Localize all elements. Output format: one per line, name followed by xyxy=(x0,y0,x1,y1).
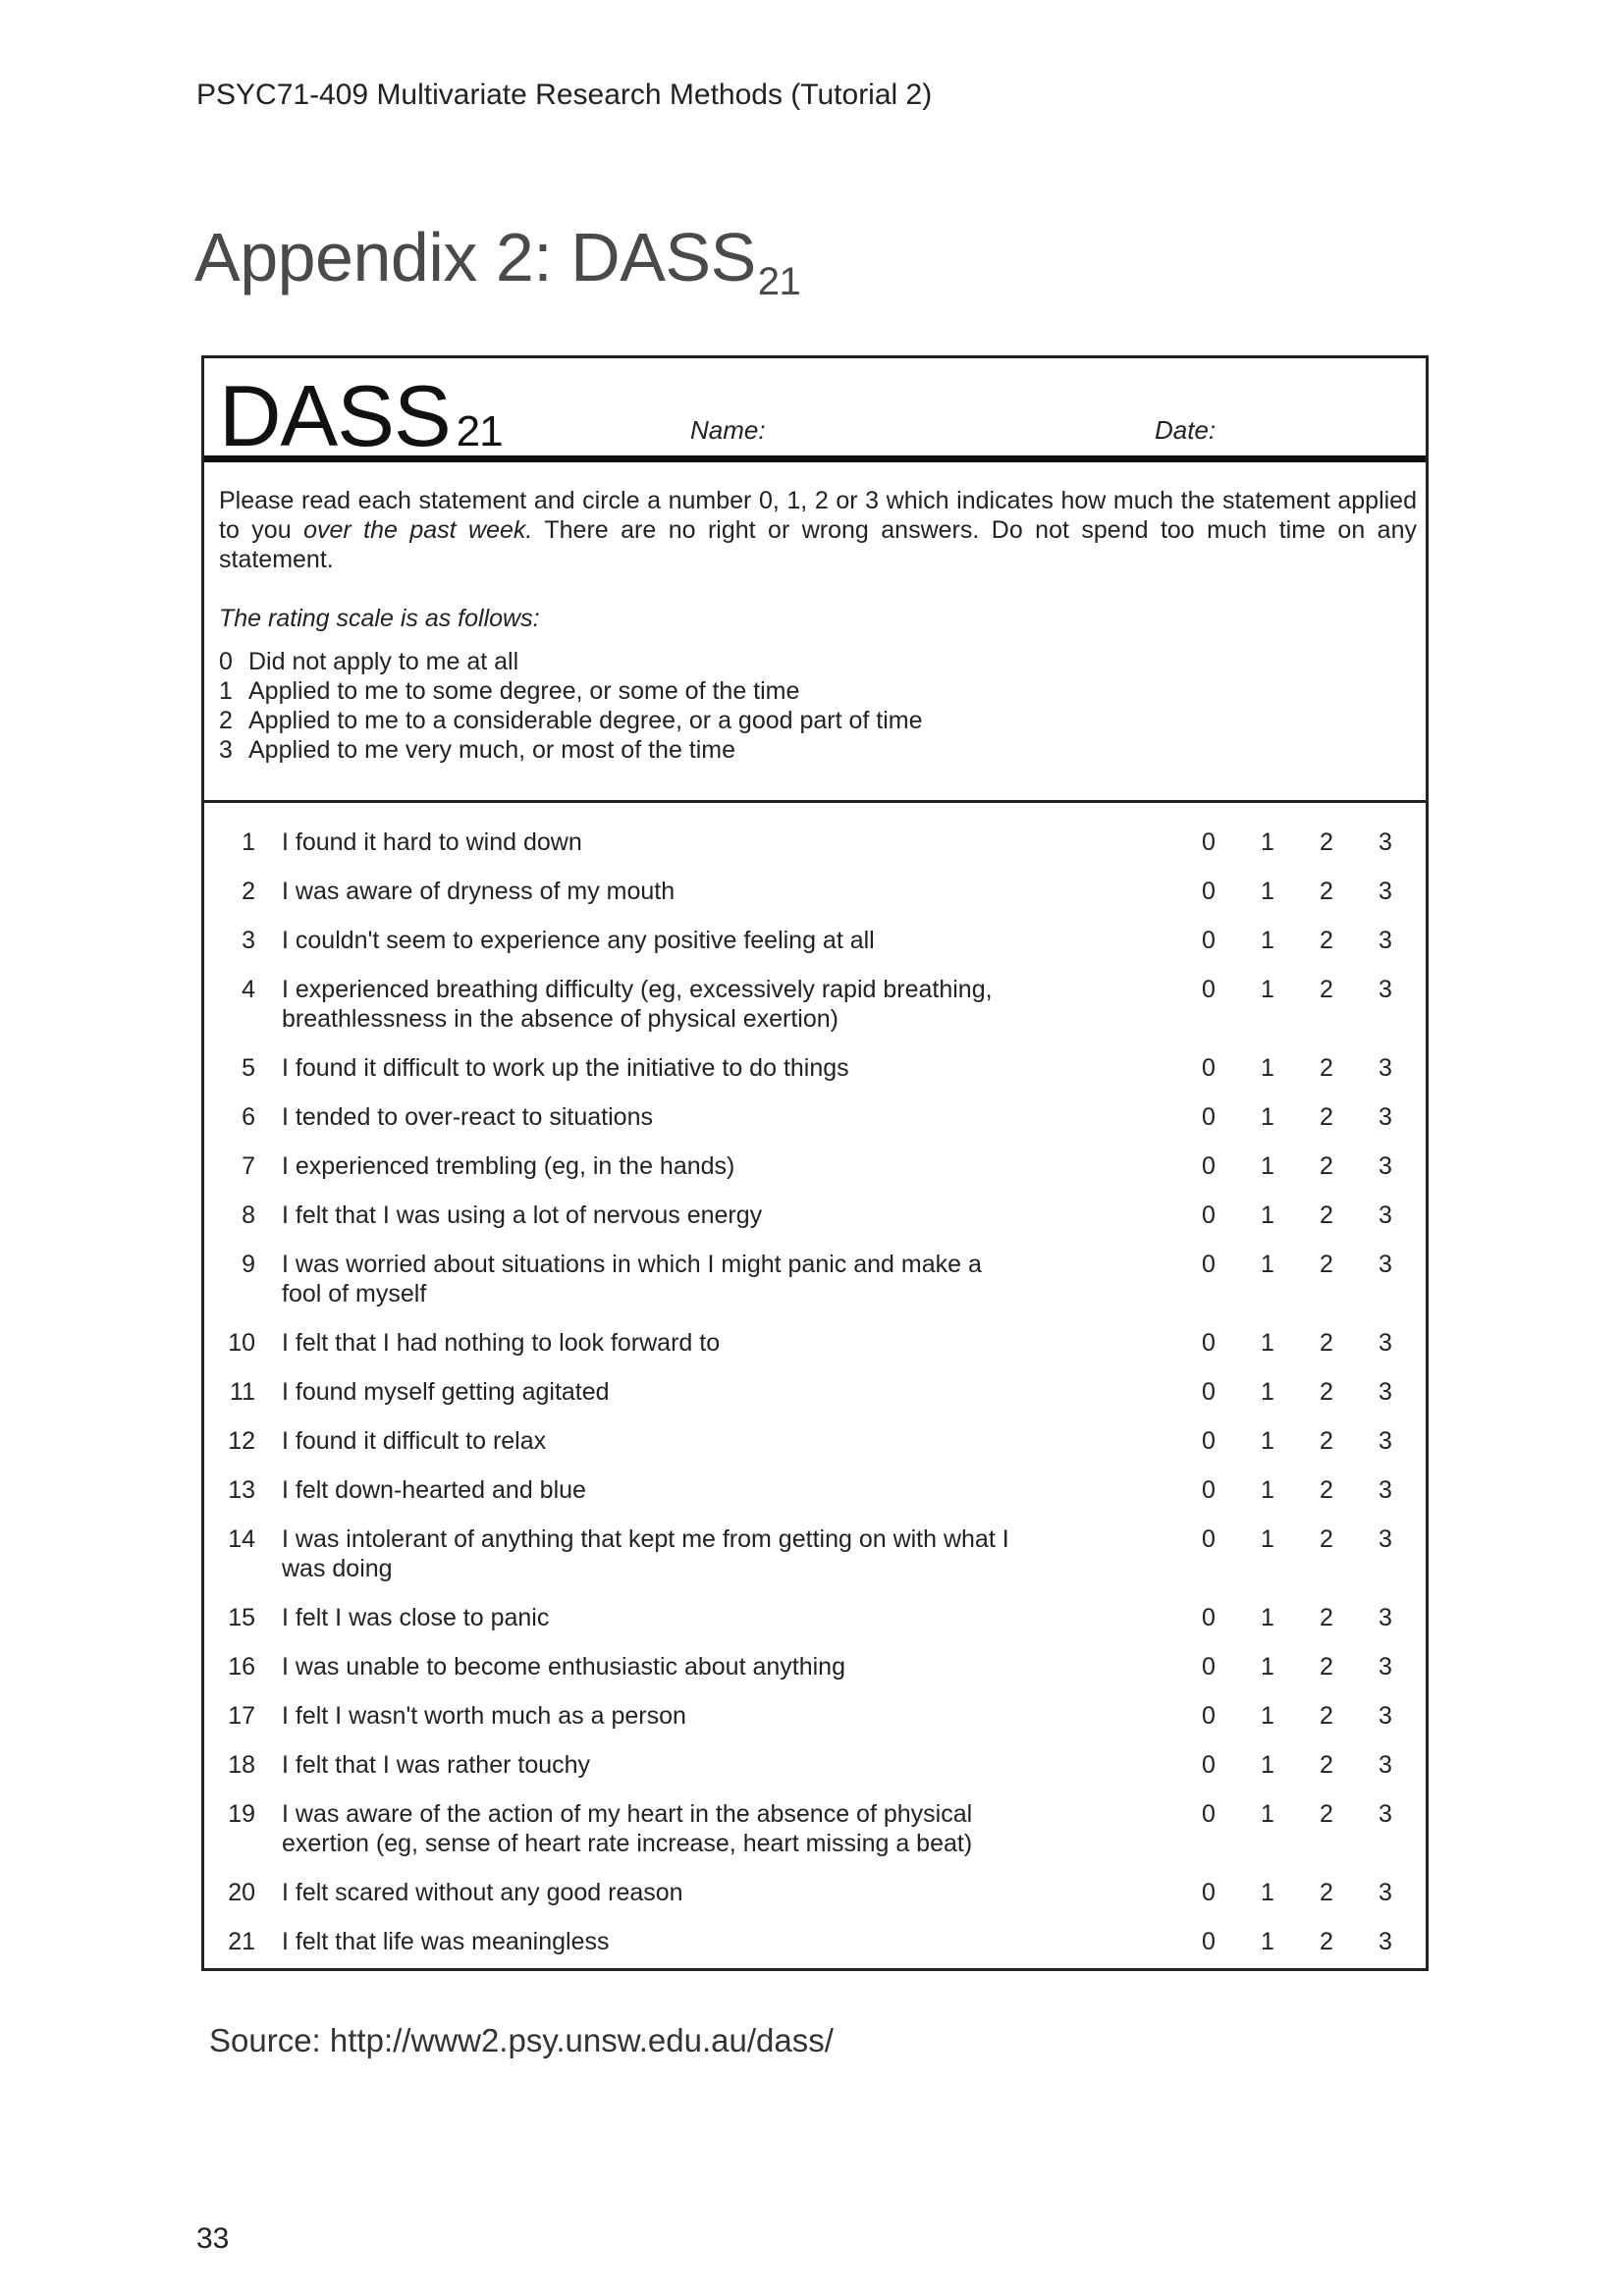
statement-number: 6 xyxy=(242,1103,255,1131)
rating-options xyxy=(1202,1652,1437,1682)
rating-option-2[interactable]: 2 xyxy=(1320,1604,1333,1631)
source-citation: Source: http://www2.psy.unsw.edu.au/dass/ xyxy=(209,2022,834,2058)
rating-scale-item xyxy=(219,647,1417,676)
rating-options xyxy=(1202,1701,1437,1731)
rating-options xyxy=(1202,1053,1437,1083)
running-header: PSYC71-409 Multivariate Research Methods (Tutorial 2) xyxy=(196,79,933,111)
rating-option-3[interactable]: 3 xyxy=(1379,1702,1392,1730)
statement-text: I was aware of dryness of my mouth xyxy=(282,878,676,905)
statement-row xyxy=(204,1524,1426,1583)
intro-text-2: There are no right or wrong answers. Do not spend too much time on any statement. xyxy=(219,516,1417,573)
form-logo-subscript: 21 xyxy=(456,407,503,455)
statement-number: 8 xyxy=(242,1201,255,1229)
rating-option-1[interactable]: 1 xyxy=(1261,1751,1274,1779)
rating-option-1[interactable]: 1 xyxy=(1261,1329,1274,1357)
rating-option-1[interactable]: 1 xyxy=(1261,976,1274,1003)
statement-text: I tended to over-react to situations xyxy=(282,1103,653,1131)
rating-option-2[interactable]: 2 xyxy=(1320,1427,1333,1455)
rating-option-3[interactable]: 3 xyxy=(1379,1525,1392,1553)
rating-option-1[interactable]: 1 xyxy=(1261,1378,1274,1406)
rating-options xyxy=(1202,1250,1437,1279)
statement-text: I felt down-hearted and blue xyxy=(282,1476,586,1504)
rating-option-2[interactable]: 2 xyxy=(1320,1476,1333,1504)
rating-option-0[interactable]: 0 xyxy=(1202,1427,1216,1455)
rating-option-2[interactable]: 2 xyxy=(1320,1800,1333,1828)
rating-scale-value: 0 xyxy=(219,648,233,675)
rating-option-1[interactable]: 1 xyxy=(1261,1054,1274,1082)
rating-options xyxy=(1202,1927,1437,1956)
form-header xyxy=(204,358,1426,462)
statement-row xyxy=(204,1701,1426,1731)
intro-text-1: Please read each statement and circle a number 0, 1, 2 or 3 which indicates how much the statement applied to you xyxy=(219,487,1417,544)
rating-option-2[interactable]: 2 xyxy=(1320,1201,1333,1229)
rating-option-0[interactable]: 0 xyxy=(1202,976,1216,1003)
statement-row xyxy=(204,1475,1426,1505)
rating-option-3[interactable]: 3 xyxy=(1379,1476,1392,1504)
rating-option-1[interactable]: 1 xyxy=(1261,1879,1274,1906)
rating-options xyxy=(1202,1377,1437,1407)
page-title xyxy=(194,218,801,303)
rating-option-1[interactable]: 1 xyxy=(1261,1103,1274,1131)
rating-option-3[interactable]: 3 xyxy=(1379,976,1392,1003)
statement-text: I felt that I was rather touchy xyxy=(282,1751,591,1779)
statement-text: I couldn't seem to experience any positive feeling at all xyxy=(282,927,875,954)
intro-emphasis: over the past week. xyxy=(303,516,533,544)
rating-option-1[interactable]: 1 xyxy=(1261,1476,1274,1504)
rating-option-2[interactable]: 2 xyxy=(1320,976,1333,1003)
rating-option-0[interactable]: 0 xyxy=(1202,1378,1216,1406)
statement-number: 19 xyxy=(228,1800,255,1828)
rating-scale-label: Applied to me to a considerable degree, or a good part of time xyxy=(248,707,923,734)
statement-row xyxy=(204,1102,1426,1132)
statement-row xyxy=(204,1750,1426,1780)
page-title-main: Appendix 2: DASS xyxy=(194,219,756,295)
rating-option-2[interactable]: 2 xyxy=(1320,1653,1333,1681)
statement-number: 21 xyxy=(228,1928,255,1955)
rating-option-0[interactable]: 0 xyxy=(1202,1525,1216,1553)
page-number: 33 xyxy=(196,2222,230,2255)
statement-text: I felt that life was meaningless xyxy=(282,1928,610,1955)
rating-option-1[interactable]: 1 xyxy=(1261,1604,1274,1631)
rating-option-2[interactable]: 2 xyxy=(1320,1103,1333,1131)
rating-option-3[interactable]: 3 xyxy=(1379,1251,1392,1278)
rating-options xyxy=(1202,877,1437,906)
rating-option-3[interactable]: 3 xyxy=(1379,1103,1392,1131)
statement-number: 16 xyxy=(228,1653,255,1681)
statement-row xyxy=(204,1799,1426,1858)
statement-text: I experienced breathing difficulty (eg, excessively rapid breathing, breathlessness in the absence of physical exertion) xyxy=(282,976,993,1033)
rating-options xyxy=(1202,1750,1437,1780)
rating-option-0[interactable]: 0 xyxy=(1202,927,1216,954)
rating-option-0[interactable]: 0 xyxy=(1202,1800,1216,1828)
statement-text: I was worried about situations in which I might panic and make a fool of myself xyxy=(282,1251,982,1308)
rating-options xyxy=(1202,1102,1437,1132)
rating-option-2[interactable]: 2 xyxy=(1320,1152,1333,1180)
rating-option-2[interactable]: 2 xyxy=(1320,1378,1333,1406)
rating-option-2[interactable]: 2 xyxy=(1320,1054,1333,1082)
rating-option-2[interactable]: 2 xyxy=(1320,927,1333,954)
statement-number: 11 xyxy=(230,1378,255,1406)
rating-option-0[interactable]: 0 xyxy=(1202,1653,1216,1681)
rating-scale-value: 3 xyxy=(219,736,233,764)
rating-option-2[interactable]: 2 xyxy=(1320,1251,1333,1278)
statement-text: I was unable to become enthusiastic about anything xyxy=(282,1653,845,1681)
rating-scale-value: 2 xyxy=(219,707,233,734)
rating-option-0[interactable]: 0 xyxy=(1202,1476,1216,1504)
rating-scale-value: 1 xyxy=(219,677,233,705)
statement-row xyxy=(204,1053,1426,1083)
rating-option-0[interactable]: 0 xyxy=(1202,1329,1216,1357)
rating-scale-item xyxy=(219,676,1417,706)
rating-option-3[interactable]: 3 xyxy=(1379,1751,1392,1779)
instructions xyxy=(219,486,1417,765)
rating-option-0[interactable]: 0 xyxy=(1202,1103,1216,1131)
rating-option-3[interactable]: 3 xyxy=(1379,1201,1392,1229)
rating-scale-title: The rating scale is as follows: xyxy=(219,605,540,632)
statement-text: I felt that I was using a lot of nervous energy xyxy=(282,1201,763,1229)
rating-scale-list xyxy=(219,647,1417,765)
rating-scale-label: Applied to me to some degree, or some of the time xyxy=(248,677,800,705)
rating-option-1[interactable]: 1 xyxy=(1261,927,1274,954)
statement-number: 3 xyxy=(242,927,255,954)
statement-text: I found it hard to wind down xyxy=(282,828,582,856)
rating-option-1[interactable]: 1 xyxy=(1261,1152,1274,1180)
rating-option-3[interactable]: 3 xyxy=(1379,1378,1392,1406)
statement-text: I was intolerant of anything that kept me from getting on with what I was doing xyxy=(282,1525,1009,1582)
statement-row xyxy=(204,828,1426,857)
rating-option-3[interactable]: 3 xyxy=(1379,1800,1392,1828)
statement-number: 17 xyxy=(228,1702,255,1730)
statement-row xyxy=(204,1603,1426,1632)
rating-option-3[interactable]: 3 xyxy=(1379,828,1392,856)
rating-option-1[interactable]: 1 xyxy=(1261,1653,1274,1681)
instructions-intro xyxy=(219,486,1417,574)
date-field-label: Date: xyxy=(1155,415,1217,445)
rating-option-0[interactable]: 0 xyxy=(1202,1702,1216,1730)
rating-option-0[interactable]: 0 xyxy=(1202,1201,1216,1229)
statement-row xyxy=(204,1426,1426,1456)
rating-option-1[interactable]: 1 xyxy=(1261,828,1274,856)
rating-options xyxy=(1202,1475,1437,1505)
statement-row xyxy=(204,1151,1426,1181)
statement-text: I felt scared without any good reason xyxy=(282,1879,683,1906)
rating-option-2[interactable]: 2 xyxy=(1320,1702,1333,1730)
rating-option-3[interactable]: 3 xyxy=(1379,1928,1392,1955)
rating-options xyxy=(1202,1328,1437,1358)
rating-options xyxy=(1202,1603,1437,1632)
rating-option-3[interactable]: 3 xyxy=(1379,1152,1392,1180)
rating-option-1[interactable]: 1 xyxy=(1261,1251,1274,1278)
rating-options xyxy=(1202,1426,1437,1456)
statement-text: I found it difficult to work up the initiative to do things xyxy=(282,1054,849,1082)
statement-text: I felt I was close to panic xyxy=(282,1604,550,1631)
statement-text: I experienced trembling (eg, in the hands) xyxy=(282,1152,735,1180)
statement-number: 18 xyxy=(228,1751,255,1779)
name-field-label: Name: xyxy=(690,415,766,445)
page-title-subscript: 21 xyxy=(757,260,801,303)
form-logo xyxy=(219,366,503,466)
statement-number: 13 xyxy=(228,1476,255,1504)
rating-option-0[interactable]: 0 xyxy=(1202,878,1216,905)
rating-option-2[interactable]: 2 xyxy=(1320,1879,1333,1906)
statement-row xyxy=(204,1652,1426,1682)
statement-row xyxy=(204,1328,1426,1358)
rating-option-0[interactable]: 0 xyxy=(1202,1879,1216,1906)
rating-scale-item xyxy=(219,706,1417,735)
rating-scale-label: Applied to me very much, or most of the time xyxy=(248,736,736,764)
section-divider xyxy=(204,800,1426,803)
statement-number: 12 xyxy=(228,1427,255,1455)
rating-option-3[interactable]: 3 xyxy=(1379,1604,1392,1631)
statement-number: 7 xyxy=(242,1152,255,1180)
statement-number: 5 xyxy=(242,1054,255,1082)
rating-option-0[interactable]: 0 xyxy=(1202,1251,1216,1278)
rating-option-2[interactable]: 2 xyxy=(1320,878,1333,905)
rating-option-2[interactable]: 2 xyxy=(1320,828,1333,856)
rating-option-3[interactable]: 3 xyxy=(1379,1653,1392,1681)
rating-option-2[interactable]: 2 xyxy=(1320,1329,1333,1357)
rating-option-2[interactable]: 2 xyxy=(1320,1525,1333,1553)
rating-options xyxy=(1202,1201,1437,1230)
rating-option-3[interactable]: 3 xyxy=(1379,1879,1392,1906)
rating-option-2[interactable]: 2 xyxy=(1320,1928,1333,1955)
statement-text: I felt that I had nothing to look forward to xyxy=(282,1329,721,1357)
rating-option-1[interactable]: 1 xyxy=(1261,1928,1274,1955)
rating-option-0[interactable]: 0 xyxy=(1202,1751,1216,1779)
rating-option-1[interactable]: 1 xyxy=(1261,1702,1274,1730)
rating-option-0[interactable]: 0 xyxy=(1202,1152,1216,1180)
rating-options xyxy=(1202,975,1437,1004)
statement-number: 14 xyxy=(228,1525,255,1553)
rating-scale-label: Did not apply to me at all xyxy=(248,648,519,675)
rating-option-3[interactable]: 3 xyxy=(1379,927,1392,954)
statement-row xyxy=(204,926,1426,955)
statement-text: I felt I wasn't worth much as a person xyxy=(282,1702,686,1730)
form-logo-main: DASS xyxy=(219,367,451,464)
statement-row xyxy=(204,877,1426,906)
statement-number: 4 xyxy=(242,976,255,1003)
statement-number: 20 xyxy=(228,1879,255,1906)
statement-text: I found myself getting agitated xyxy=(282,1378,610,1406)
rating-scale-item xyxy=(219,735,1417,765)
statement-number: 1 xyxy=(242,828,255,856)
rating-option-0[interactable]: 0 xyxy=(1202,1928,1216,1955)
rating-option-1[interactable]: 1 xyxy=(1261,1427,1274,1455)
statement-row xyxy=(204,975,1426,1034)
statement-number: 15 xyxy=(228,1604,255,1631)
statement-row xyxy=(204,1250,1426,1308)
statement-number: 2 xyxy=(242,878,255,905)
rating-option-2[interactable]: 2 xyxy=(1320,1751,1333,1779)
rating-option-1[interactable]: 1 xyxy=(1261,878,1274,905)
rating-options xyxy=(1202,1799,1437,1829)
statement-row xyxy=(204,1377,1426,1407)
rating-option-3[interactable]: 3 xyxy=(1379,1427,1392,1455)
rating-option-1[interactable]: 1 xyxy=(1261,1201,1274,1229)
rating-option-0[interactable]: 0 xyxy=(1202,828,1216,856)
dass-form xyxy=(201,355,1429,1971)
rating-options xyxy=(1202,1524,1437,1554)
rating-options xyxy=(1202,926,1437,955)
statement-number: 9 xyxy=(242,1251,255,1278)
rating-options xyxy=(1202,1151,1437,1181)
statement-number: 10 xyxy=(228,1329,255,1357)
statement-list xyxy=(204,828,1426,1976)
statement-text: I found it difficult to relax xyxy=(282,1427,547,1455)
rating-option-1[interactable]: 1 xyxy=(1261,1800,1274,1828)
rating-option-3[interactable]: 3 xyxy=(1379,1054,1392,1082)
rating-options xyxy=(1202,1878,1437,1907)
rating-option-3[interactable]: 3 xyxy=(1379,1329,1392,1357)
rating-option-0[interactable]: 0 xyxy=(1202,1054,1216,1082)
statement-row xyxy=(204,1201,1426,1230)
rating-option-0[interactable]: 0 xyxy=(1202,1604,1216,1631)
statement-row xyxy=(204,1878,1426,1907)
rating-options xyxy=(1202,828,1437,857)
statement-row xyxy=(204,1927,1426,1956)
rating-option-3[interactable]: 3 xyxy=(1379,878,1392,905)
rating-option-1[interactable]: 1 xyxy=(1261,1525,1274,1553)
statement-text: I was aware of the action of my heart in the absence of physical exertion (eg, sense of heart rate increase, heart missing a beat) xyxy=(282,1800,973,1857)
